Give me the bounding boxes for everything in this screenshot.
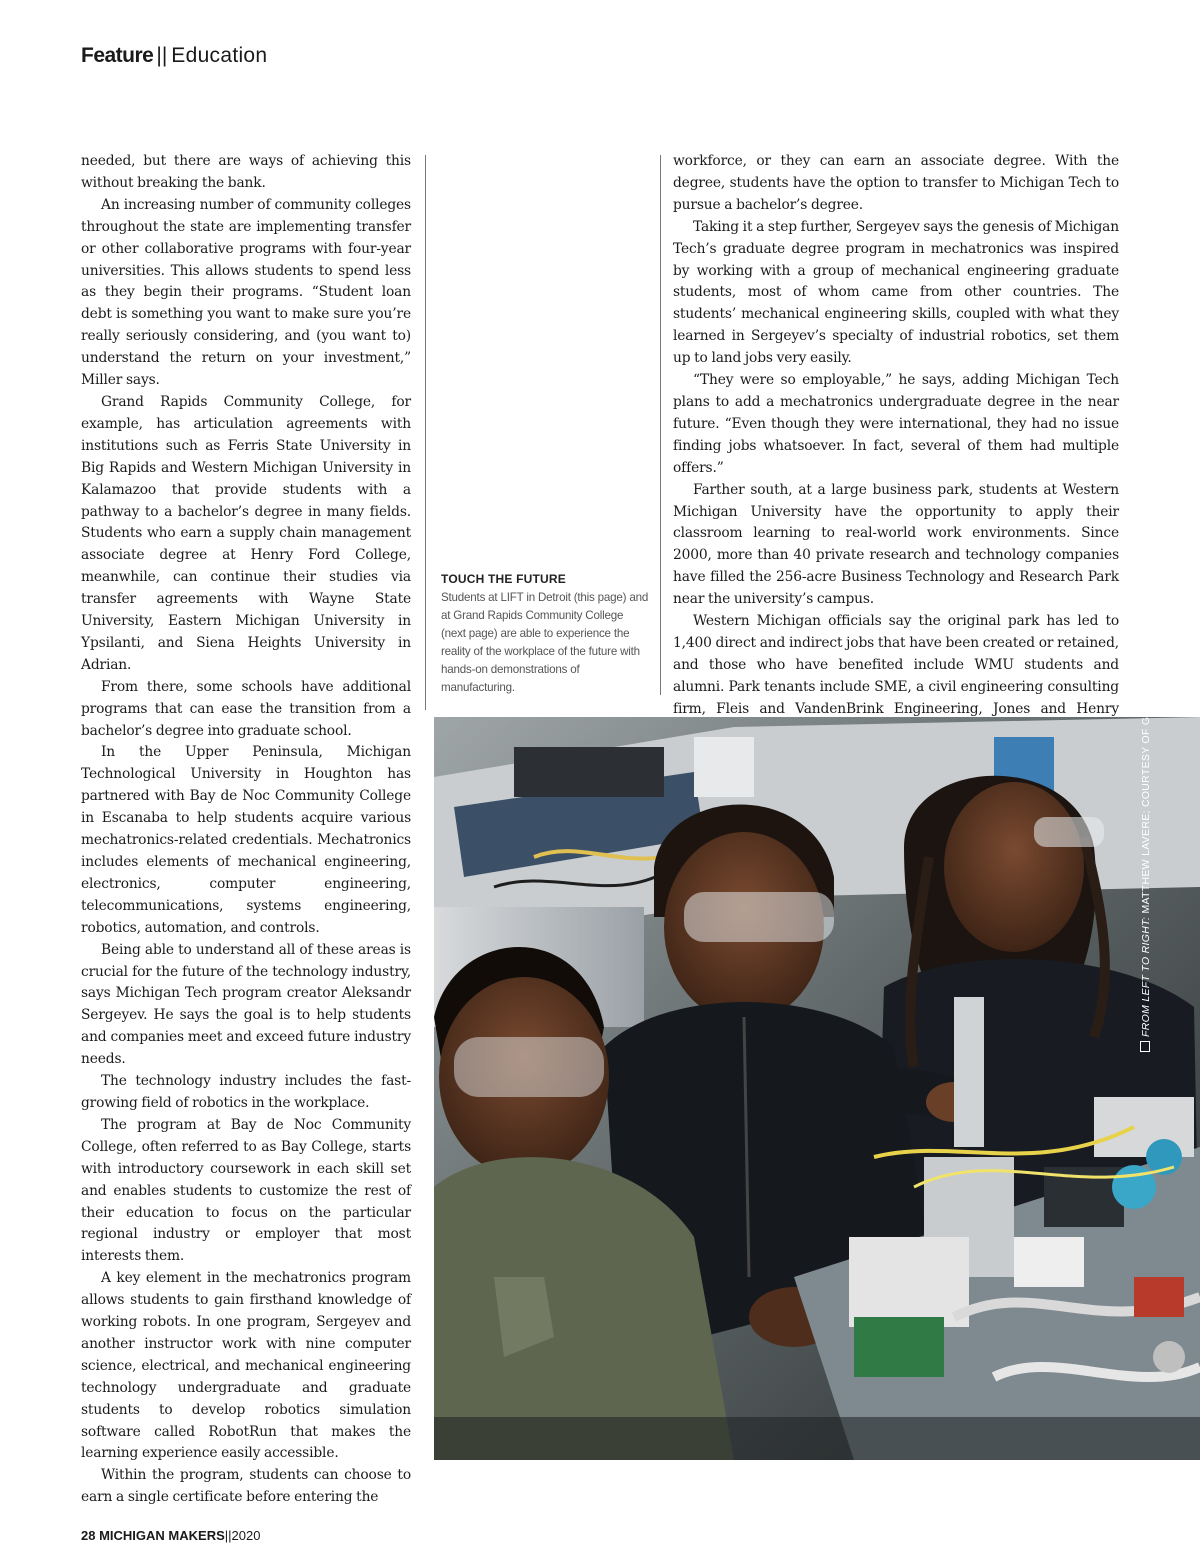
photo-credit [1140, 693, 1152, 1052]
paragraph: Being able to understand all of these areas is crucial for the future of the technology industry, says Michigan Tech program creator Aleksandr Sergeyev. He says the goal is to help students and companies meet and exceed future industry needs. [81, 941, 411, 1068]
photo-caption [441, 572, 649, 697]
page-footer [81, 1528, 260, 1543]
paragraph: The program at Bay de Noc Community College, often referred to as Bay College, starts with introductory coursework in each skill set and enables students to customize the rest of their education to focus on the particular regional industry or employer that most interests them. [81, 1116, 411, 1265]
article-column-left [81, 151, 411, 1509]
article-column-right [673, 151, 1119, 742]
paragraph: Grand Rapids Community College, for example, has articulation agreements with institutions such as Ferris State University in Big Rapids and Western Michigan University in Kalamazoo that provide students with a pathway to a bachelor’s degree in many fields. Students who earn a supply chain management associate degree at Henry Ford College, meanwhile, can continue their studies via transfer agreements with Wayne State University, Eastern Michigan University in Ypsilanti, and Siena Heights University in Adrian. [81, 393, 411, 673]
paragraph: The technology industry includes the fast-growing field of robotics in the workplace. [81, 1073, 411, 1111]
header-section-label: Education [171, 44, 268, 67]
column-divider-right [660, 155, 661, 695]
paragraph: An increasing number of community colleges throughout the state are implementing transfer or other collaborative programs with four-year universities. This allows students to spend less as they begin their programs. “Student loan debt is something you want to make sure you’re really seriously considering, and (you want to) understand the return on your investment,” Miller says. [81, 196, 411, 389]
paragraph: Western Michigan officials say the original park has led to 1,400 direct and indirect jobs that have been created or retained, and those who have benefited include WMU students and alumni. Park tenants include SME, a civil engineering consulting firm, Fleis and VandenBrink Engineering, Jones and Henry [673, 613, 1119, 717]
paragraph: Taking it a step further, Sergeyev says the genesis of Michigan Tech’s graduate degree program in mechatronics was inspired by working with a group of mechanical engineering graduate students, most of whom came from other countries. The students’ mechanical engineering skills, coupled with what they learned in Sergeyev’s specialty of industrial robotics, set them up to land jobs very easily. [673, 218, 1119, 367]
paragraph: workforce, or they can earn an associate degree. With the degree, students have the option to transfer to Michigan Tech to pursue a bachelor’s degree. [673, 153, 1119, 213]
credit-prefix: FROM LEFT TO RIGHT: [1140, 916, 1152, 1037]
page-number: 28 [81, 1528, 96, 1543]
column-divider-left [425, 155, 426, 710]
header-feature-label: Feature [81, 44, 154, 67]
paragraph: From there, some schools have additional programs that can ease the transition from a bachelor’s degree into graduate school. [81, 678, 411, 739]
paragraph: Within the program, students can choose to earn a single certificate before entering the [81, 1467, 411, 1506]
paragraph: needed, but there are ways of achieving this without breaking the bank. [81, 153, 411, 191]
caption-title: TOUCH THE FUTURE [441, 572, 566, 586]
section-header [81, 44, 267, 68]
paragraph: A key element in the mechatronics program allows students to gain firsthand knowledge of working robots. In one program, Sergeyev and another instructor work with nine computer science, electrical, and mechanical engineering technology undergraduate and graduate students to develop robotics simulation software called RobotRun that makes the learning experience easily accessible. [81, 1270, 411, 1462]
paragraph: In the Upper Peninsula, Michigan Technological University in Houghton has partnered with Bay de Noc Community College in Escanaba to help students acquire various mechatronics-related credentials. Mechatronics includes elements of mechanical engineering, electronics, computer engineering, telecommunications, systems engineering, robotics, automation, and controls. [81, 744, 411, 936]
header-separator: || [156, 44, 168, 67]
credit-text: MATTHEW LAVERE; COURTESY OF GRCC [1140, 692, 1152, 917]
paragraph: “They were so employable,” he says, adding Michigan Tech plans to add a mechatronics undergraduate degree in the near future. “Even though they were international, they had no issue finding jobs whatsoever. In fact, several of them had multiple offers.” [673, 372, 1119, 476]
camera-icon [1140, 1041, 1150, 1052]
issue-year: 2020 [231, 1528, 261, 1543]
students-lab-photo [434, 717, 1200, 1460]
magazine-name: MICHIGAN MAKERS [99, 1528, 225, 1543]
paragraph: Farther south, at a large business park, students at Western Michigan University have the opportunity to apply their classroom learning to real-world work environments. Since 2000, more than 40 private research and technology companies have filled the 256-acre Business Technology and Research Park near the university’s campus. [673, 481, 1119, 608]
caption-text: Students at LIFT in Detroit (this page) and at Grand Rapids Community College (next page) are able to experience the reality of the workplace of the future with hands-on demonstrations of manufacturing. [441, 591, 649, 694]
footer-separator: || [224, 1528, 232, 1543]
